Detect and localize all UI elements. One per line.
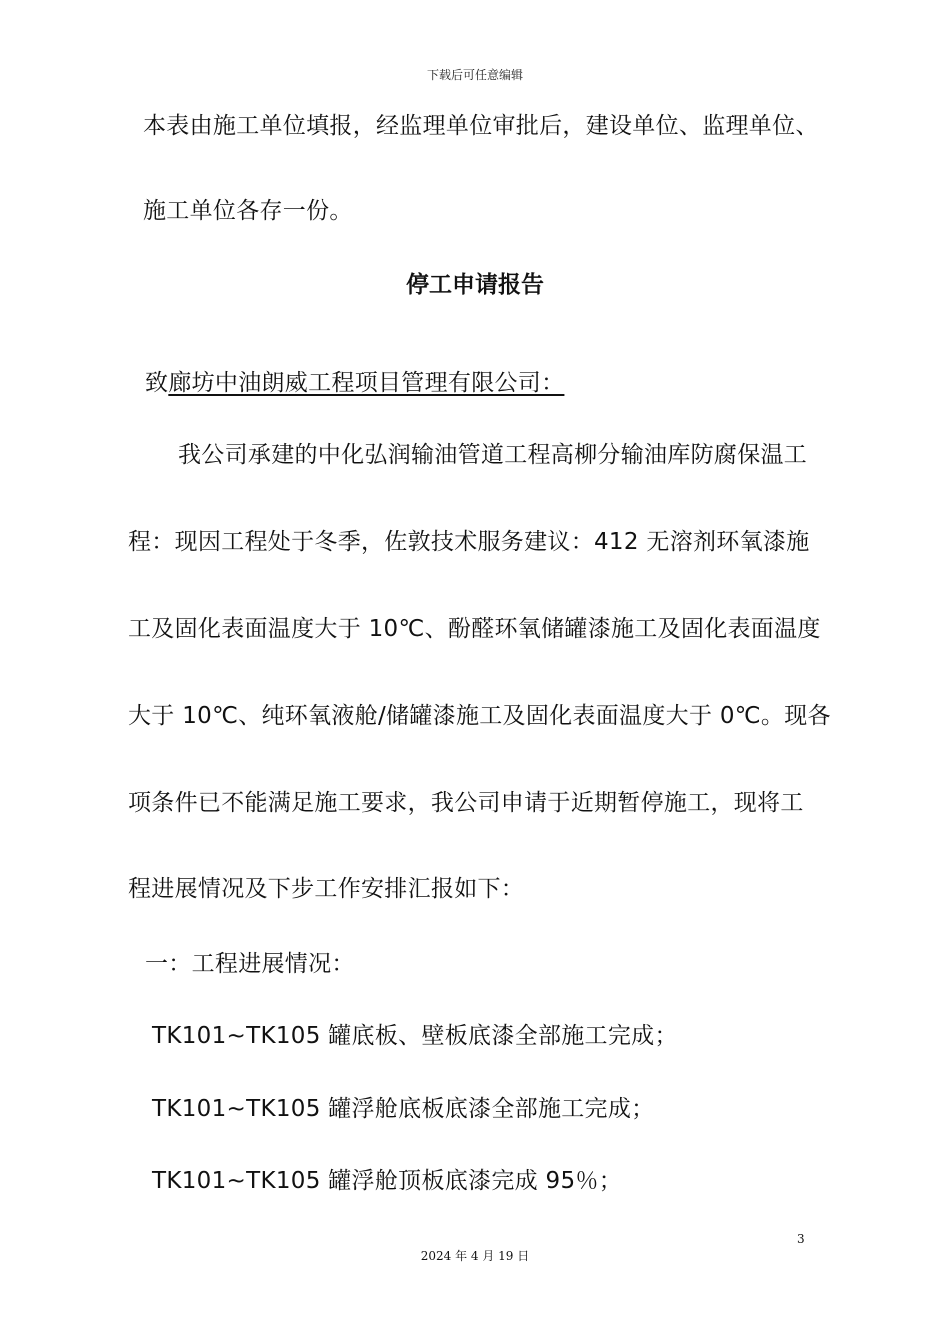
- body-line-3: 工及固化表面温度大于 10℃、酚醛环氧储罐漆施工及固化表面温度: [128, 616, 821, 642]
- body-line-1: 我公司承建的中化弘润输油管道工程高柳分输油库防腐保温工: [178, 442, 808, 468]
- header-note: 下载后可任意编辑: [426, 68, 523, 82]
- progress-item-1: TK101~TK105 罐底板、壁板底漆全部施工完成；: [152, 1023, 678, 1049]
- footer-date: 2024 年 4 月 19 日: [420, 1249, 530, 1263]
- recipient-name: 廊坊中油朗威工程项目管理有限公司：: [168, 370, 565, 396]
- page-number: 3: [797, 1232, 805, 1246]
- section-1-heading: 一：工程进展情况：: [145, 951, 355, 977]
- intro-line-1: 本表由施工单位填报，经监理单位审批后，建设单位、监理单位、: [143, 113, 819, 139]
- body-line-6: 程进展情况及下步工作安排汇报如下：: [128, 876, 525, 902]
- body-line-5: 项条件已不能满足施工要求，我公司申请于近期暂停施工，现将工: [128, 790, 804, 816]
- intro-line-2: 施工单位各存一份。: [143, 198, 353, 224]
- body-line-2: 程：现因工程处于冬季，佐敦技术服务建议：412 无溶剂环氧漆施: [128, 529, 810, 555]
- progress-item-2: TK101~TK105 罐浮舱底板底漆全部施工完成；: [152, 1096, 655, 1122]
- salutation-prefix: 致: [145, 370, 169, 396]
- salutation: [145, 368, 564, 398]
- body-line-4: 大于 10℃、纯环氧液舱/储罐漆施工及固化表面温度大于 0℃。现各: [128, 703, 831, 729]
- progress-item-3: TK101~TK105 罐浮舱顶板底漆完成 95％；: [152, 1168, 623, 1194]
- document-title: 停工申请报告: [406, 272, 544, 298]
